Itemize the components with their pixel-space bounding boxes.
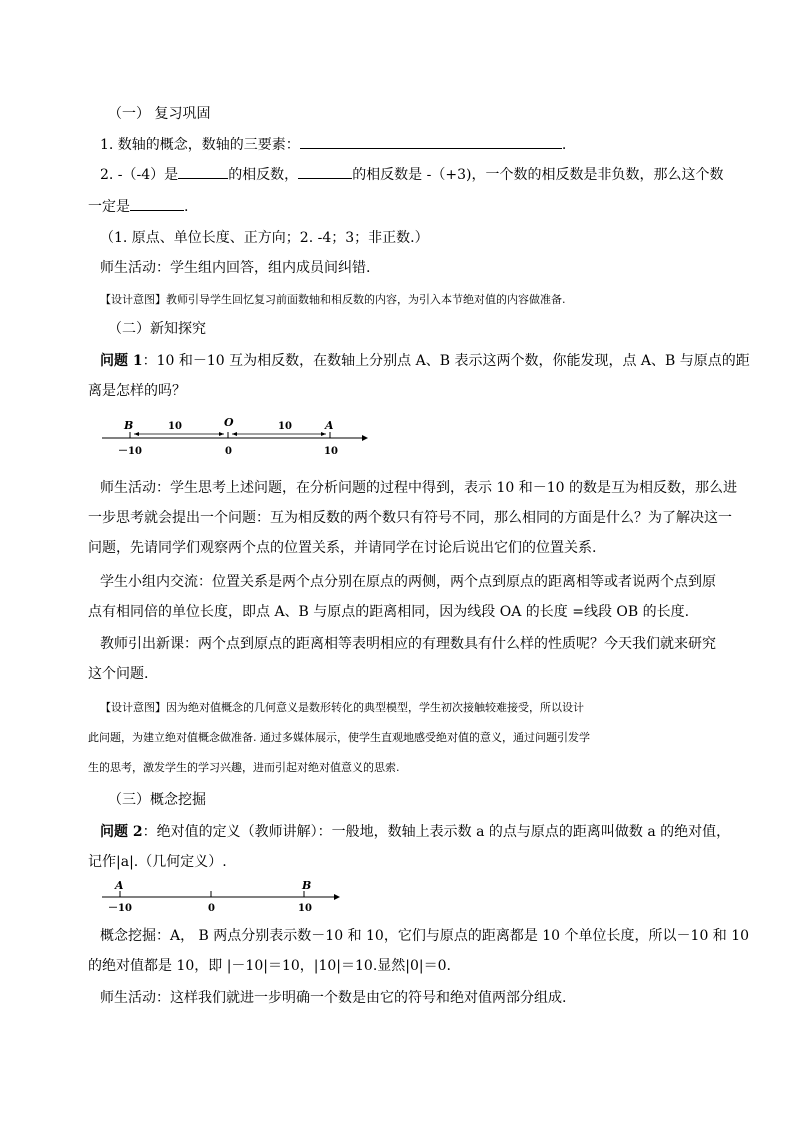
tick-label-0: 0 bbox=[225, 446, 232, 457]
problem-1-label: 问题 1 bbox=[100, 353, 143, 369]
teacher-intro-line-1: 教师引出新课：两个点到原点的距离相等表明相应的有理数具有什么样的性质呢？今天我们就来研究 bbox=[100, 636, 716, 652]
tick-label-neg10: －10 bbox=[118, 446, 142, 457]
problem-1-text: ：10 和－10 互为相反数，在数轴上分别点 A、B 表示这两个数，你能发现，点 A、B 与原点的距 bbox=[142, 353, 750, 369]
problem-2-line-1 bbox=[100, 822, 730, 842]
point-label-b-2: B bbox=[302, 879, 312, 892]
problem-1-line-2: 离是怎样的吗？ bbox=[88, 383, 186, 399]
design-intent-2-line-2: 此问题，为建立绝对值概念做准备. 通过多媒体展示，使学生直观地感受绝对值的意义，通过问题引发学 bbox=[88, 731, 590, 744]
point-label-o: O bbox=[224, 416, 234, 429]
teacher-student-activity-1: 师生活动：学生组内回答，组内成员间纠错. bbox=[100, 260, 371, 276]
design-intent-1: 【设计意图】教师引导学生回忆复习前面数轴和相反数的内容，为引入本节绝对值的内容做准备. bbox=[100, 293, 566, 306]
activity-line-2: 一步思考就会提出一个问题：互为相反数的两个数只有符号不同，那么相同的方面是什么？为了解决这一 bbox=[88, 510, 732, 526]
distance-label-right: 10 bbox=[278, 421, 292, 432]
question-1-end: . bbox=[561, 137, 567, 153]
distance-arrowhead-right-2 bbox=[321, 432, 326, 436]
number-line-2 bbox=[100, 876, 350, 916]
number-line-1 bbox=[100, 412, 370, 462]
answer-blank-1 bbox=[300, 134, 562, 149]
concept-line-2: 的绝对值都是 10，即 |－10|＝10，|10|＝10.显然|0|＝0. bbox=[88, 958, 451, 974]
problem-1-line-1 bbox=[100, 351, 750, 371]
question-2-part-3: 的相反数是 -（+3)，一个数的相反数是非负数，那么这个数 bbox=[352, 167, 724, 183]
point-label-a: A bbox=[325, 419, 334, 432]
answer-blank-4 bbox=[130, 196, 184, 211]
problem-2-line-2: 记作|a|.（几何定义）. bbox=[88, 854, 227, 870]
distance-arrowhead-left-2 bbox=[219, 432, 224, 436]
point-label-a-2: A bbox=[115, 879, 124, 892]
tick-label-2-0: 0 bbox=[208, 903, 215, 914]
tick-label-10: 10 bbox=[324, 446, 338, 457]
section-heading-concept: （三）概念挖掘 bbox=[108, 792, 206, 808]
group-discussion-line-2: 点有相同倍的单位长度，即点 A、B 与原点的距离相同，因为线段 OA 的长度 =线段 OB 的长度. bbox=[88, 604, 690, 620]
question-2-line-2-text: 一定是 bbox=[88, 199, 130, 215]
question-2-part-1: 2. -（-4）是 bbox=[100, 167, 179, 183]
question-2-line-2 bbox=[88, 196, 188, 217]
design-intent-2-line-1: 【设计意图】因为绝对值概念的几何意义是数形转化的典型模型，学生初次接触较难接受，所以设计 bbox=[100, 701, 584, 714]
tick-label-2-10: 10 bbox=[298, 903, 312, 914]
answer-key: （1. 原点、单位长度、正方向；2. -4；3；非正数.） bbox=[100, 230, 429, 246]
question-2-line-1 bbox=[100, 164, 723, 185]
activity-line-1: 师生活动：学生思考上述问题，在分析问题的过程中得到，表示 10 和－10 的数是互为相反数，那么进 bbox=[100, 480, 737, 496]
distance-arrowhead-right-1 bbox=[232, 432, 237, 436]
question-1 bbox=[100, 134, 566, 155]
section-heading-review: （一） 复习巩固 bbox=[108, 106, 211, 122]
problem-2-text: ：绝对值的定义（教师讲解）：一般地，数轴上表示数 a 的点与原点的距离叫做数 a 的绝对值， bbox=[142, 824, 731, 840]
tick-label-2-neg10: －10 bbox=[108, 903, 132, 914]
teacher-student-activity-3: 师生活动：这样我们就进一步明确一个数是由它的符号和绝对值两部分组成. bbox=[100, 990, 567, 1006]
problem-2-label: 问题 2 bbox=[100, 824, 143, 840]
number-line-2-arrow bbox=[334, 894, 340, 900]
teacher-intro-line-2: 这个问题. bbox=[88, 666, 149, 682]
activity-line-3: 问题，先请同学们观察两个点的位置关系，并请同学在讨论后说出它们的位置关系. bbox=[88, 540, 597, 556]
group-discussion-line-1: 学生小组内交流：位置关系是两个点分别在原点的两侧，两个点到原点的距离相等或者说两个点到原 bbox=[100, 574, 716, 590]
distance-arrowhead-left-1 bbox=[134, 432, 139, 436]
point-label-b: B bbox=[124, 419, 134, 432]
answer-blank-3 bbox=[298, 164, 352, 179]
answer-blank-2 bbox=[178, 164, 228, 179]
question-1-text: 1. 数轴的概念，数轴的三要素： bbox=[100, 137, 300, 153]
distance-label-left: 10 bbox=[168, 421, 182, 432]
concept-line-1: 概念挖掘：A， B 两点分别表示数－10 和 10，它们与原点的距离都是 10 个单位长度，所以－10 和 10 bbox=[100, 928, 750, 944]
question-2-end: . bbox=[184, 199, 189, 215]
section-heading-explore: （二）新知探究 bbox=[108, 321, 206, 337]
number-line-1-arrow bbox=[362, 435, 368, 441]
design-intent-2-line-3: 生的思考，激发学生的学习兴趣，进而引起对绝对值意义的思索. bbox=[88, 761, 400, 774]
question-2-part-2: 的相反数， bbox=[228, 167, 299, 183]
